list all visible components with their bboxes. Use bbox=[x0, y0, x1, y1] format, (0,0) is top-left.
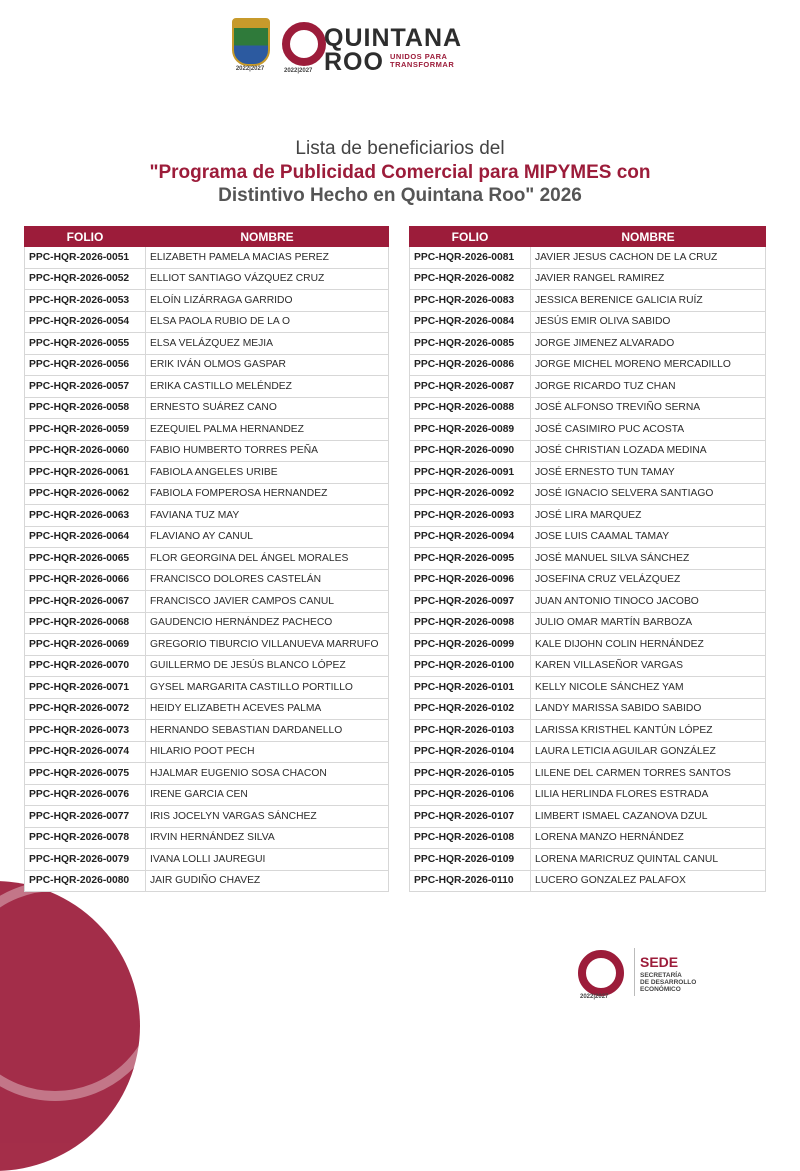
folio-cell: PPC-HQR-2026-0065 bbox=[25, 548, 146, 570]
nombre-cell: JULIO OMAR MARTÍN BARBOZA bbox=[531, 612, 766, 634]
table-row bbox=[410, 591, 766, 613]
title-line1: Lista de beneficiarios del bbox=[295, 138, 505, 159]
folio-cell: PPC-HQR-2026-0106 bbox=[410, 784, 531, 806]
nombre-cell: HILARIO POOT PECH bbox=[146, 741, 389, 763]
table-row bbox=[410, 569, 766, 591]
folio-cell: PPC-HQR-2026-0097 bbox=[410, 591, 531, 613]
folio-cell: PPC-HQR-2026-0081 bbox=[410, 247, 531, 269]
decorative-corner-swirl bbox=[0, 881, 140, 1171]
sede-logo bbox=[576, 944, 716, 1004]
sede-name: SEDE bbox=[640, 954, 679, 970]
nombre-cell: FABIOLA FOMPEROSA HERNANDEZ bbox=[146, 483, 389, 505]
nombre-cell: IVANA LOLLI JAUREGUI bbox=[146, 849, 389, 871]
quintana-roo-q-icon bbox=[282, 22, 326, 66]
nombre-cell: IRVIN HERNÁNDEZ SILVA bbox=[146, 827, 389, 849]
nombre-cell: JESSICA BERENICE GALICIA RUÍZ bbox=[531, 290, 766, 312]
nombre-cell: JOSE LUIS CAAMAL TAMAY bbox=[531, 526, 766, 548]
table-row bbox=[410, 548, 766, 570]
table-row bbox=[25, 720, 389, 742]
table-row bbox=[25, 634, 389, 656]
nombre-cell: LILIA HERLINDA FLORES ESTRADA bbox=[531, 784, 766, 806]
folio-cell: PPC-HQR-2026-0105 bbox=[410, 763, 531, 785]
table-row bbox=[410, 612, 766, 634]
nombre-cell: GUILLERMO DE JESÚS BLANCO LÓPEZ bbox=[146, 655, 389, 677]
table-row bbox=[410, 483, 766, 505]
nombre-cell: GREGORIO TIBURCIO VILLANUEVA MARRUFO bbox=[146, 634, 389, 656]
sede-years: 2022|2027 bbox=[580, 994, 609, 1000]
folio-cell: PPC-HQR-2026-0107 bbox=[410, 806, 531, 828]
nombre-cell: LANDY MARISSA SABIDO SABIDO bbox=[531, 698, 766, 720]
table-row bbox=[410, 741, 766, 763]
nombre-cell: JORGE JIMENEZ ALVARADO bbox=[531, 333, 766, 355]
table-row bbox=[410, 698, 766, 720]
table-row bbox=[410, 440, 766, 462]
brand-years: 2022|2027 bbox=[284, 68, 313, 74]
table-header-row bbox=[25, 227, 389, 247]
folio-cell: PPC-HQR-2026-0051 bbox=[25, 247, 146, 269]
table-row bbox=[410, 268, 766, 290]
folio-cell: PPC-HQR-2026-0060 bbox=[25, 440, 146, 462]
folio-cell: PPC-HQR-2026-0093 bbox=[410, 505, 531, 527]
folio-cell: PPC-HQR-2026-0076 bbox=[25, 784, 146, 806]
folio-cell: PPC-HQR-2026-0083 bbox=[410, 290, 531, 312]
nombre-cell: JUAN ANTONIO TINOCO JACOBO bbox=[531, 591, 766, 613]
table-row bbox=[25, 655, 389, 677]
folio-cell: PPC-HQR-2026-0096 bbox=[410, 569, 531, 591]
nombre-cell: ERIKA CASTILLO MELÉNDEZ bbox=[146, 376, 389, 398]
folio-cell: PPC-HQR-2026-0073 bbox=[25, 720, 146, 742]
folio-cell: PPC-HQR-2026-0071 bbox=[25, 677, 146, 699]
nombre-cell: ELIZABETH PAMELA MACIAS PEREZ bbox=[146, 247, 389, 269]
nombre-cell: JORGE MICHEL MORENO MERCADILLO bbox=[531, 354, 766, 376]
brand-tagline: UNIDOS PARA TRANSFORMAR bbox=[390, 52, 455, 69]
nombre-cell: LIMBERT ISMAEL CAZANOVA DZUL bbox=[531, 806, 766, 828]
title-line3: Distintivo Hecho en Quintana Roo" 2026 bbox=[218, 185, 582, 206]
folio-cell: PPC-HQR-2026-0109 bbox=[410, 849, 531, 871]
nombre-cell: EZEQUIEL PALMA HERNANDEZ bbox=[146, 419, 389, 441]
table-row bbox=[25, 806, 389, 828]
nombre-cell: ELSA VELÁZQUEZ MEJIA bbox=[146, 333, 389, 355]
table-row bbox=[25, 612, 389, 634]
table-row bbox=[25, 483, 389, 505]
nombre-cell: LAURA LETICIA AGUILAR GONZÁLEZ bbox=[531, 741, 766, 763]
folio-cell: PPC-HQR-2026-0067 bbox=[25, 591, 146, 613]
nombre-cell: JOSÉ LIRA MARQUEZ bbox=[531, 505, 766, 527]
folio-cell: PPC-HQR-2026-0102 bbox=[410, 698, 531, 720]
folio-cell: PPC-HQR-2026-0059 bbox=[25, 419, 146, 441]
folio-cell: PPC-HQR-2026-0053 bbox=[25, 290, 146, 312]
folio-cell: PPC-HQR-2026-0108 bbox=[410, 827, 531, 849]
folio-cell: PPC-HQR-2026-0068 bbox=[25, 612, 146, 634]
nombre-cell: FAVIANA TUZ MAY bbox=[146, 505, 389, 527]
nombre-cell: HEIDY ELIZABETH ACEVES PALMA bbox=[146, 698, 389, 720]
nombre-cell: KAREN VILLASEÑOR VARGAS bbox=[531, 655, 766, 677]
folio-cell: PPC-HQR-2026-0052 bbox=[25, 268, 146, 290]
folio-cell: PPC-HQR-2026-0095 bbox=[410, 548, 531, 570]
table-row bbox=[410, 462, 766, 484]
folio-cell: PPC-HQR-2026-0089 bbox=[410, 419, 531, 441]
nombre-cell: FLOR GEORGINA DEL ÁNGEL MORALES bbox=[146, 548, 389, 570]
folio-cell: PPC-HQR-2026-0079 bbox=[25, 849, 146, 871]
folio-cell: PPC-HQR-2026-0101 bbox=[410, 677, 531, 699]
nombre-header: NOMBRE bbox=[531, 227, 766, 247]
table-row bbox=[410, 849, 766, 871]
table-row bbox=[25, 462, 389, 484]
nombre-cell: IRENE GARCIA CEN bbox=[146, 784, 389, 806]
nombre-cell: LORENA MARICRUZ QUINTAL CANUL bbox=[531, 849, 766, 871]
nombre-cell: JAVIER RANGEL RAMIREZ bbox=[531, 268, 766, 290]
nombre-cell: FRANCISCO JAVIER CAMPOS CANUL bbox=[146, 591, 389, 613]
folio-cell: PPC-HQR-2026-0099 bbox=[410, 634, 531, 656]
folio-cell: PPC-HQR-2026-0061 bbox=[25, 462, 146, 484]
folio-cell: PPC-HQR-2026-0064 bbox=[25, 526, 146, 548]
quintana-roo-logo bbox=[280, 16, 470, 78]
folio-header: FOLIO bbox=[25, 227, 146, 247]
nombre-cell: JAIR GUDIÑO CHAVEZ bbox=[146, 870, 389, 892]
nombre-cell: HJALMAR EUGENIO SOSA CHACON bbox=[146, 763, 389, 785]
table-row bbox=[25, 677, 389, 699]
document-title bbox=[0, 137, 800, 207]
folio-cell: PPC-HQR-2026-0078 bbox=[25, 827, 146, 849]
sede-subtitle-line1: SECRETARÍA bbox=[640, 972, 682, 979]
nombre-cell: LUCERO GONZALEZ PALAFOX bbox=[531, 870, 766, 892]
table-row bbox=[25, 505, 389, 527]
table-row bbox=[25, 591, 389, 613]
table-row bbox=[410, 247, 766, 269]
nombre-cell: JORGE RICARDO TUZ CHAN bbox=[531, 376, 766, 398]
table-row bbox=[25, 268, 389, 290]
sede-subtitle-line2: DE DESARROLLO bbox=[640, 979, 697, 986]
table-row bbox=[410, 526, 766, 548]
table-row bbox=[25, 849, 389, 871]
nombre-cell: ELSA PAOLA RUBIO DE LA O bbox=[146, 311, 389, 333]
sede-divider bbox=[634, 948, 635, 996]
folio-cell: PPC-HQR-2026-0055 bbox=[25, 333, 146, 355]
table-row bbox=[410, 419, 766, 441]
table-row bbox=[25, 419, 389, 441]
table-row bbox=[410, 677, 766, 699]
folio-cell: PPC-HQR-2026-0090 bbox=[410, 440, 531, 462]
nombre-cell: FLAVIANO AY CANUL bbox=[146, 526, 389, 548]
sede-subtitle-line3: ECONÓMICO bbox=[640, 986, 681, 993]
table-row bbox=[25, 741, 389, 763]
folio-cell: PPC-HQR-2026-0062 bbox=[25, 483, 146, 505]
table-row bbox=[410, 354, 766, 376]
nombre-cell: GYSEL MARGARITA CASTILLO PORTILLO bbox=[146, 677, 389, 699]
nombre-cell: ERIK IVÁN OLMOS GASPAR bbox=[146, 354, 389, 376]
folio-cell: PPC-HQR-2026-0069 bbox=[25, 634, 146, 656]
folio-cell: PPC-HQR-2026-0110 bbox=[410, 870, 531, 892]
table-row bbox=[25, 698, 389, 720]
table-row bbox=[410, 870, 766, 892]
nombre-cell: JAVIER JESUS CACHON DE LA CRUZ bbox=[531, 247, 766, 269]
table-row bbox=[410, 720, 766, 742]
folio-cell: PPC-HQR-2026-0091 bbox=[410, 462, 531, 484]
nombre-cell: ERNESTO SUÁREZ CANO bbox=[146, 397, 389, 419]
table-row bbox=[25, 354, 389, 376]
folio-cell: PPC-HQR-2026-0054 bbox=[25, 311, 146, 333]
brand-line2: ROO bbox=[324, 48, 384, 76]
table-row bbox=[410, 827, 766, 849]
title-line2: "Programa de Publicidad Comercial para MIPYMES con bbox=[149, 162, 651, 183]
nombre-cell: JOSÉ CASIMIRO PUC ACOSTA bbox=[531, 419, 766, 441]
table-row bbox=[25, 397, 389, 419]
table-row bbox=[410, 655, 766, 677]
table-row bbox=[25, 440, 389, 462]
folio-header: FOLIO bbox=[410, 227, 531, 247]
nombre-cell: HERNANDO SEBASTIAN DARDANELLO bbox=[146, 720, 389, 742]
table-row bbox=[25, 548, 389, 570]
table-row bbox=[25, 333, 389, 355]
state-coat-of-arms-icon bbox=[232, 18, 270, 66]
folio-cell: PPC-HQR-2026-0077 bbox=[25, 806, 146, 828]
table-row bbox=[410, 397, 766, 419]
sede-q-icon bbox=[578, 950, 624, 996]
state-years: 2022|2027 bbox=[235, 66, 265, 72]
table-row bbox=[25, 569, 389, 591]
folio-cell: PPC-HQR-2026-0074 bbox=[25, 741, 146, 763]
brand-line1: QUINTANA bbox=[324, 24, 463, 52]
nombre-cell: GAUDENCIO HERNÁNDEZ PACHECO bbox=[146, 612, 389, 634]
nombre-cell: JOSÉ ALFONSO TREVIÑO SERNA bbox=[531, 397, 766, 419]
nombre-cell: JOSÉ IGNACIO SELVERA SANTIAGO bbox=[531, 483, 766, 505]
folio-cell: PPC-HQR-2026-0058 bbox=[25, 397, 146, 419]
folio-cell: PPC-HQR-2026-0082 bbox=[410, 268, 531, 290]
folio-cell: PPC-HQR-2026-0088 bbox=[410, 397, 531, 419]
table-row bbox=[25, 311, 389, 333]
table-row bbox=[25, 290, 389, 312]
table-row bbox=[410, 311, 766, 333]
sede-subtitle bbox=[640, 972, 696, 993]
folio-cell: PPC-HQR-2026-0086 bbox=[410, 354, 531, 376]
nombre-cell: FABIO HUMBERTO TORRES PEÑA bbox=[146, 440, 389, 462]
nombre-cell: JOSÉ ERNESTO TUN TAMAY bbox=[531, 462, 766, 484]
nombre-cell: ELLIOT SANTIAGO VÁZQUEZ CRUZ bbox=[146, 268, 389, 290]
table-row bbox=[410, 634, 766, 656]
table-row bbox=[25, 376, 389, 398]
nombre-cell: IRIS JOCELYN VARGAS SÁNCHEZ bbox=[146, 806, 389, 828]
folio-cell: PPC-HQR-2026-0057 bbox=[25, 376, 146, 398]
beneficiaries-table-left bbox=[24, 226, 389, 892]
nombre-cell: FABIOLA ANGELES URIBE bbox=[146, 462, 389, 484]
folio-cell: PPC-HQR-2026-0103 bbox=[410, 720, 531, 742]
folio-cell: PPC-HQR-2026-0056 bbox=[25, 354, 146, 376]
nombre-cell: KALE DIJOHN COLIN HERNÁNDEZ bbox=[531, 634, 766, 656]
table-row bbox=[25, 763, 389, 785]
table-row bbox=[25, 827, 389, 849]
folio-cell: PPC-HQR-2026-0066 bbox=[25, 569, 146, 591]
beneficiaries-table-right bbox=[409, 226, 766, 892]
nombre-cell: JOSEFINA CRUZ VELÁZQUEZ bbox=[531, 569, 766, 591]
nombre-cell: JESÚS EMIR OLIVA SABIDO bbox=[531, 311, 766, 333]
nombre-cell: ELOÍN LIZÁRRAGA GARRIDO bbox=[146, 290, 389, 312]
table-row bbox=[25, 870, 389, 892]
folio-cell: PPC-HQR-2026-0080 bbox=[25, 870, 146, 892]
folio-cell: PPC-HQR-2026-0087 bbox=[410, 376, 531, 398]
nombre-cell: JOSÉ MANUEL SILVA SÁNCHEZ bbox=[531, 548, 766, 570]
header-logos bbox=[228, 16, 468, 78]
folio-cell: PPC-HQR-2026-0085 bbox=[410, 333, 531, 355]
folio-cell: PPC-HQR-2026-0100 bbox=[410, 655, 531, 677]
table-row bbox=[410, 763, 766, 785]
table-row bbox=[410, 290, 766, 312]
folio-cell: PPC-HQR-2026-0104 bbox=[410, 741, 531, 763]
nombre-cell: FRANCISCO DOLORES CASTELÁN bbox=[146, 569, 389, 591]
table-row bbox=[25, 784, 389, 806]
table-row bbox=[410, 505, 766, 527]
table-row bbox=[25, 526, 389, 548]
table-row bbox=[410, 376, 766, 398]
folio-cell: PPC-HQR-2026-0094 bbox=[410, 526, 531, 548]
table-row bbox=[25, 247, 389, 269]
table-row bbox=[410, 784, 766, 806]
table-row bbox=[410, 333, 766, 355]
nombre-cell: KELLY NICOLE SÁNCHEZ YAM bbox=[531, 677, 766, 699]
nombre-cell: JOSÉ CHRISTIAN LOZADA MEDINA bbox=[531, 440, 766, 462]
folio-cell: PPC-HQR-2026-0092 bbox=[410, 483, 531, 505]
folio-cell: PPC-HQR-2026-0072 bbox=[25, 698, 146, 720]
table-row bbox=[410, 806, 766, 828]
nombre-header: NOMBRE bbox=[146, 227, 389, 247]
nombre-cell: LARISSA KRISTHEL KANTÚN LÓPEZ bbox=[531, 720, 766, 742]
folio-cell: PPC-HQR-2026-0098 bbox=[410, 612, 531, 634]
folio-cell: PPC-HQR-2026-0070 bbox=[25, 655, 146, 677]
folio-cell: PPC-HQR-2026-0084 bbox=[410, 311, 531, 333]
nombre-cell: LORENA MANZO HERNÁNDEZ bbox=[531, 827, 766, 849]
folio-cell: PPC-HQR-2026-0063 bbox=[25, 505, 146, 527]
folio-cell: PPC-HQR-2026-0075 bbox=[25, 763, 146, 785]
nombre-cell: LILENE DEL CARMEN TORRES SANTOS bbox=[531, 763, 766, 785]
table-header-row bbox=[410, 227, 766, 247]
